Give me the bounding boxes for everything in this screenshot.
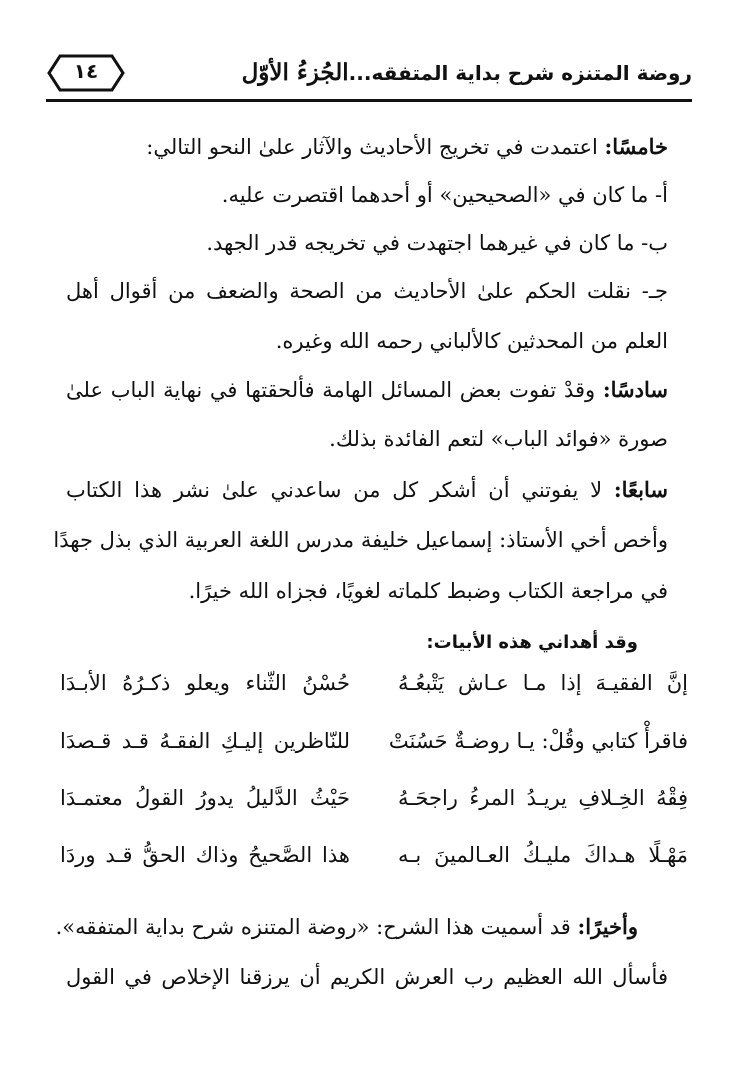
paragraph-line	[56, 912, 638, 942]
verse-second-hemistich: حَيْثُ الدَّليلُ يدورُ القولُ معتمـدَا	[60, 786, 350, 810]
verse-first-hemistich: فاقرأْ كتابي وقُلْ: يـا روضـةٌ حَسُنَتْ	[388, 729, 688, 753]
line-text: وقدْ تفوت بعض المسائل الهامة فألحقتها في نهاية الباب علىٰ	[66, 378, 603, 402]
section-lead: وأخيرًا:	[577, 914, 638, 939]
line-text: لا يفوتني أن أشكر كل من ساعدني علىٰ نشر هذا الكتاب	[66, 478, 614, 502]
poem-intro: وقد أهداني هذه الأبيات:	[426, 632, 638, 653]
section-lead: سادسًا:	[602, 377, 668, 402]
section-lead: خامسًا:	[604, 134, 668, 159]
poem-verse	[60, 781, 688, 815]
page-header	[46, 55, 692, 102]
section-lead: سابعًا:	[613, 477, 668, 502]
verse-first-hemistich: إنَّ الفقيـهَ إذا مـا عـاش يَتْبعُـهُ	[398, 671, 688, 695]
list-item: جـ- نقلت الحكم علىٰ الأحاديث من الصحة والضعف من أقوال أهل	[66, 279, 668, 303]
paragraph-line	[66, 475, 668, 505]
running-title	[242, 59, 692, 86]
line-text: قد أسميت هذا الشرح: «روضة المتنزه شرح بداية المتفقه».	[55, 915, 578, 939]
poem-verse	[60, 838, 688, 872]
page-number: ١٤	[73, 59, 99, 83]
volume-label: الجُزءُ الأوّل	[241, 59, 349, 86]
verse-second-hemistich: للنّاظرين إليـكِ الفقـهُ قـد قـصدَا	[60, 729, 350, 753]
book-title: روضة المتنزه شرح بداية المتفقه...	[348, 61, 692, 85]
page-number-badge	[46, 53, 126, 93]
poem-verse	[60, 666, 688, 700]
line-text: اعتمدت في تخريج الأحاديث والآثار علىٰ النحو التالي:	[146, 135, 605, 159]
paragraph-line: في مراجعة الكتاب وضبط كلماته لغويًا، فجزاه الله خيرًا.	[188, 579, 668, 603]
paragraph-line: صورة «فوائد الباب» لتعم الفائدة بذلك.	[329, 427, 668, 451]
paragraph-line: العلم من المحدثين كالألباني رحمه الله وغيره.	[275, 329, 668, 353]
paragraph-line	[66, 375, 668, 405]
list-item: أ- ما كان في «الصحيحين» أو أحدهما اقتصرت عليه.	[221, 183, 668, 207]
paragraph-line	[146, 132, 668, 162]
verse-second-hemistich: هذا الصَّحيحُ وذاك الحقُّ قـد وردَا	[60, 843, 350, 867]
verse-second-hemistich: حُسْنُ الثّناء ويعلو ذكـرُهُ الأبـدَا	[60, 671, 350, 695]
poem-verse	[60, 724, 688, 758]
verse-first-hemistich: فِقْهُ الخِـلافِ يريـدُ المرءُ راجحَـهُ	[398, 786, 688, 810]
list-item: ب- ما كان في غيرهما اجتهدت في تخريجه قدر الجهد.	[206, 231, 668, 255]
paragraph-line: فأسأل الله العظيم رب العرش الكريم أن يرزقنا الإخلاص في القول	[66, 965, 668, 989]
verse-first-hemistich: مَهْـلًا هـداكَ مليـكُ العـالمينَ بـه	[398, 843, 688, 867]
paragraph-line: وأخص أخي الأستاذ: إسماعيل خليفة مدرس اللغة العربية الذي بذل جهدًا	[53, 528, 668, 552]
